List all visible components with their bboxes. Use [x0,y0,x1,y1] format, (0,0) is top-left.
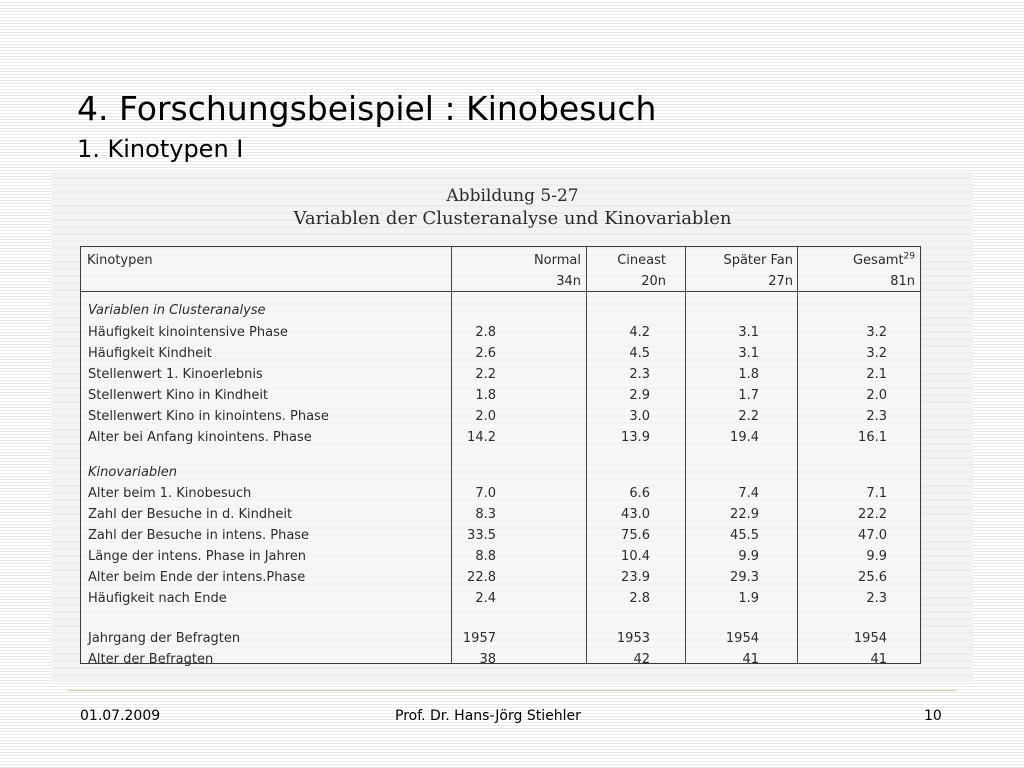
value-cell: 41 [870,652,887,667]
value-cell: 29.3 [730,570,759,585]
value-cell: 2.3 [866,409,887,424]
figure-heading [52,185,973,231]
value-cell: 22.9 [730,507,759,522]
row-label: Häufigkeit kinointensive Phase [88,325,288,340]
value-cell: 2.0 [866,388,887,403]
value-cell: 10.4 [621,549,650,564]
row-label: Alter bei Anfang kinointens. Phase [88,430,312,445]
value-cell: 45.5 [730,528,759,543]
value-cell: 16.1 [858,430,887,445]
kinotypen-table [80,246,921,667]
slide-subtitle: 1. Kinotypen I [77,135,244,163]
header-normal: Normal [533,253,581,268]
value-cell: 2.6 [475,346,496,361]
value-cell: 23.9 [621,570,650,585]
value-cell: 25.6 [858,570,887,585]
header-gesamt-label: Gesamt [852,253,904,268]
row-label: Alter beim Ende der intens.Phase [88,570,306,585]
footer-page-number: 10 [924,708,942,724]
value-cell: 1954 [853,631,887,646]
value-cell: 1.8 [475,388,496,403]
row-label: Stellenwert 1. Kinoerlebnis [88,367,263,382]
value-cell: 43.0 [621,507,650,522]
header-normal-count: 34n [556,274,581,289]
value-cell: 3.1 [738,346,759,361]
value-cell: 9.9 [738,549,759,564]
value-cell: 9.9 [866,549,887,564]
footer-author: Prof. Dr. Hans-Jörg Stiehler [395,708,581,724]
row-label: Alter der Befragten [88,652,214,667]
row-label: Zahl der Besuche in d. Kindheit [88,507,293,522]
value-cell: 38 [479,652,496,667]
value-cell: 2.2 [738,409,759,424]
row-label: Häufigkeit nach Ende [88,591,227,606]
header-spaeter-fan-count: 27n [768,274,793,289]
header-cineast: Cineast [617,253,666,268]
header-spaeter-fan: Später Fan [723,253,793,268]
value-cell: 8.3 [475,507,496,522]
row-label: Häufigkeit Kindheit [88,346,212,361]
value-cell: 2.8 [475,325,496,340]
value-cell: 2.1 [866,367,887,382]
header-gesamt [797,253,915,269]
header-divider [81,291,920,292]
value-cell: 19.4 [730,430,759,445]
value-cell: 4.5 [629,346,650,361]
value-cell: 22.2 [858,507,887,522]
header-cineast-count: 20n [641,274,666,289]
row-label: Jahrgang der Befragten [88,631,241,646]
footnote-marker: 29 [903,251,915,262]
row-label: Stellenwert Kino in Kindheit [88,388,269,403]
value-cell: 6.6 [629,486,650,501]
value-cell: 4.2 [629,325,650,340]
value-cell: 1954 [725,631,759,646]
value-cell: 1.9 [738,591,759,606]
value-cell: 22.8 [467,570,496,585]
scanned-figure [52,172,973,682]
section-heading: Variablen in Clusteranalyse [88,303,266,318]
header-kinotypen: Kinotypen [87,253,153,268]
value-cell: 2.9 [629,388,650,403]
section-heading: Kinovariablen [88,465,178,480]
value-cell: 3.2 [866,325,887,340]
figure-title: Abbildung 5-27 [446,186,579,206]
row-label: Zahl der Besuche in intens. Phase [88,528,310,543]
header-gesamt-count: 81n [890,274,915,289]
slide-title: 4. Forschungsbeispiel : Kinobesuch [77,89,657,128]
value-cell: 2.0 [475,409,496,424]
value-cell: 8.8 [475,549,496,564]
value-cell: 47.0 [858,528,887,543]
value-cell: 2.4 [475,591,496,606]
value-cell: 3.0 [629,409,650,424]
value-cell: 3.1 [738,325,759,340]
value-cell: 33.5 [467,528,496,543]
footer-date: 01.07.2009 [80,708,161,724]
value-cell: 1953 [616,631,650,646]
value-cell: 2.2 [475,367,496,382]
row-label: Alter beim 1. Kinobesuch [88,486,252,501]
value-cell: 2.3 [866,591,887,606]
value-cell: 75.6 [621,528,650,543]
value-cell: 3.2 [866,346,887,361]
value-cell: 1.8 [738,367,759,382]
figure-caption: Variablen der Clusteranalyse und Kinovariablen [293,208,732,229]
value-cell: 7.4 [738,486,759,501]
row-label: Stellenwert Kino in kinointens. Phase [88,409,329,424]
value-cell: 14.2 [467,430,496,445]
value-cell: 2.8 [629,591,650,606]
value-cell: 2.3 [629,367,650,382]
row-label: Länge der intens. Phase in Jahren [88,549,307,564]
value-cell: 41 [742,652,759,667]
value-cell: 7.0 [475,486,496,501]
value-cell: 1957 [462,631,496,646]
value-cell: 7.1 [866,486,887,501]
value-cell: 13.9 [621,430,650,445]
value-cell: 1.7 [738,388,759,403]
value-cell: 42 [633,652,650,667]
footer-divider [68,690,956,691]
